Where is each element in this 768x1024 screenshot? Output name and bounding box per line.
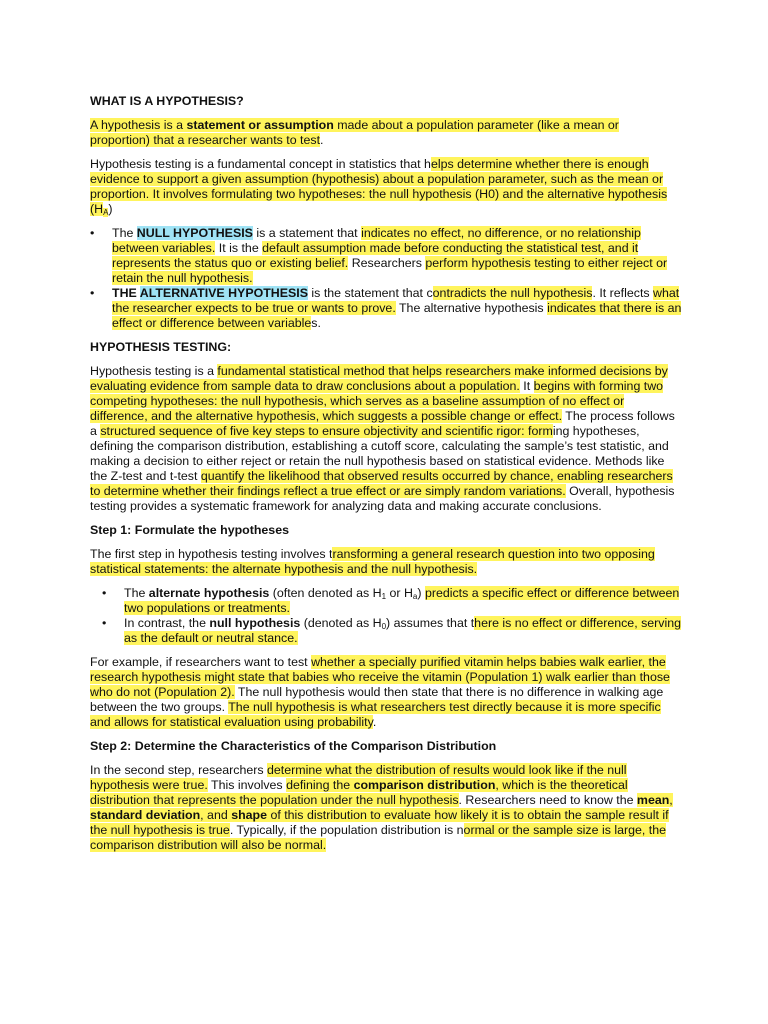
text-run: or H <box>386 586 413 600</box>
blue-highlighted-term: ALTERNATIVE HYPOTHESIS <box>139 286 308 300</box>
list-item-text <box>112 286 681 330</box>
list-item-null-hypothesis <box>90 226 682 286</box>
text-run: . Typically, if the population distribution is n <box>229 823 464 837</box>
bullet-icon: • <box>90 226 95 240</box>
highlighted-text: here is no effect or difference, serving as the default or neutral stance. <box>124 616 682 645</box>
paragraph-definition <box>90 118 682 148</box>
highlighted-text: , which is the theoretical distribution that represents the population under the null hypothesis <box>90 778 628 807</box>
highlighted-text: ormal or the sample size is large, the comparison distribution will also be normal. <box>90 823 667 852</box>
highlighted-text: predicts a specific effect or difference between two populations or treatments. <box>124 586 680 615</box>
paragraph-testing-overview <box>90 364 682 514</box>
highlighted-text: defining the <box>286 778 354 792</box>
highlighted-text: default assumption made before conducting the statistical test, and it represents the status quo or existing belief. <box>112 241 639 270</box>
hypothesis-types-list <box>90 226 682 331</box>
highlighted-text: ransforming a general research question into two opposing statistical statements: the alternate hypothesis and the null hypothesis. <box>90 547 655 576</box>
text-run: is a statement that <box>252 226 362 240</box>
subscript: a <box>412 592 418 601</box>
highlighted-text: of this distribution to evaluate how likely it is to obtain the sample result if the null hypothesis is true <box>90 808 669 837</box>
bold-text: THE <box>112 286 140 300</box>
text-run: (often denoted as H <box>269 586 382 600</box>
highlighted-bold-text: statement or assumption <box>186 118 334 132</box>
bold-text: alternate hypothesis <box>148 586 270 600</box>
highlighted-text: fundamental statistical method that helps researchers make informed decisions by evaluating evidence from sample data to draw conclusions about a population. <box>90 364 668 393</box>
highlighted-text: begins with forming two competing hypotheses: the null hypothesis, which serves as a baseline assumption of no effect or difference, and the alternative hypothesis, which suggests a possible change or effect. <box>90 379 664 423</box>
text-run: ) <box>108 202 113 216</box>
highlighted-text: indicates that there is an effect or difference between variable <box>112 301 682 330</box>
list-item-text <box>124 616 681 645</box>
heading-step-2: Step 2: Determine the Characteristics of the Comparison Distribution <box>90 739 497 753</box>
text-run: ) assumes that t <box>386 616 475 630</box>
text-run: It <box>519 379 534 393</box>
text-run: . It reflects <box>592 286 654 300</box>
text-run: . <box>372 715 377 729</box>
highlighted-text: perform hypothesis testing to either reject or retain the null hypothesis. <box>112 256 668 285</box>
blue-highlighted-term: NULL HYPOTHESIS <box>136 226 253 240</box>
text-run: The <box>124 586 149 600</box>
highlighted-text: quantify the likelihood that observed results occurred by chance, enabling researchers to determine whether their findings reflect a true effect or are simply random variations. <box>90 469 673 498</box>
heading-hypothesis-testing: HYPOTHESIS TESTING: <box>90 340 232 354</box>
text-run: Hypothesis testing is a <box>90 364 218 378</box>
bullet-icon: • <box>102 616 107 630</box>
highlighted-text: , and <box>200 808 232 822</box>
highlighted-bold-text: comparison distribution <box>353 778 496 792</box>
bullet-icon: • <box>102 586 107 600</box>
text-run: The null hypothesis would then state that there is no difference in walking age between the two groups. <box>90 685 664 714</box>
text-run: . <box>320 133 324 147</box>
text-run: ing hypotheses, defining the comparison distribution, establishing a cutoff score, calculating the sample’s test statistic, and making a decision to either reject or retain the null hypothesis based on statistical evidence. Methods like the Z-test and t-test <box>90 424 669 483</box>
text-run: The process follows a <box>90 409 675 438</box>
highlighted-text: whether a specially purified vitamin helps babies walk earlier, the research hypothesis might state that babies who receive the vitamin (Population 1) walk earlier than those who do not (Population 2). <box>90 655 670 699</box>
highlighted-text: The null hypothesis is what researchers test directly because it is more specific and allows for statistical evaluation using probability <box>90 700 661 729</box>
text-run: The <box>112 226 137 240</box>
heading-step-1: Step 1: Formulate the hypotheses <box>90 523 289 537</box>
text-run: For example, if researchers want to test <box>90 655 312 669</box>
list-item-text <box>112 226 667 285</box>
highlighted-text: indicates no effect, no difference, or no relationship between variables. <box>112 226 641 255</box>
list-item-null-hypothesis-contrast <box>90 616 682 646</box>
step-1-list <box>90 586 682 646</box>
text-run: (denoted as H <box>300 616 382 630</box>
highlighted-text: ontradicts the null hypothesis <box>432 286 593 300</box>
paragraph-step-1-intro <box>90 547 682 577</box>
bold-text: null hypothesis <box>209 616 301 630</box>
text-run: In the second step, researchers <box>90 763 268 777</box>
text-run: This involves <box>207 778 287 792</box>
highlighted-text: determine what the distribution of results would look like if the null hypothesis were true. <box>90 763 627 792</box>
highlighted-text: made about a population parameter (like a mean or proportion) that a researcher wants to test <box>90 118 619 147</box>
highlighted-subscript: A <box>103 208 109 217</box>
text-run: Hypothesis testing is a fundamental concept in statistics that h <box>90 157 431 171</box>
highlighted-text: , <box>669 793 673 807</box>
highlighted-bold-text: mean <box>636 793 670 807</box>
highlighted-text: elps determine whether there is enough evidence to support a given assumption (hypothesis) about a population parameter, such as the mean or proportion. It involves formulating two hypotheses: the null hypothesis (H0) and the alternative hypothesis (H <box>90 157 668 216</box>
subscript: 0 <box>381 622 387 631</box>
text-run: Researchers <box>348 256 426 270</box>
list-item-text <box>124 586 679 615</box>
subscript: 1 <box>381 592 387 601</box>
highlighted-bold-text: shape <box>231 808 267 822</box>
highlighted-bold-text: standard deviation <box>90 808 201 822</box>
highlighted-text: what the researcher expects to be true or wants to prove. <box>112 286 680 315</box>
list-item-alternate-hypothesis <box>90 586 682 616</box>
list-item-alternative-hypothesis <box>90 286 682 331</box>
text-run: is the statement that c <box>307 286 433 300</box>
text-run: ) <box>417 586 425 600</box>
text-run: The first step in hypothesis testing involves t <box>90 547 333 561</box>
text-run: In contrast, the <box>124 616 210 630</box>
text-run: Overall, hypothesis testing provides a systematic framework for analyzing data and making accurate conclusions. <box>90 484 675 513</box>
text-run: . Researchers need to know the <box>458 793 637 807</box>
highlighted-text: structured sequence of five key steps to ensure objectivity and scientific rigor: form <box>100 424 553 438</box>
text-run: The alternative hypothesis <box>395 301 548 315</box>
bullet-icon: • <box>90 286 95 300</box>
highlighted-text: A hypothesis is a <box>90 118 187 132</box>
paragraph-intro <box>90 157 682 217</box>
text-run: s. <box>311 316 321 330</box>
paragraph-step-2 <box>90 763 682 853</box>
heading-what-is-hypothesis: WHAT IS A HYPOTHESIS? <box>90 94 244 108</box>
paragraph-example <box>90 655 682 730</box>
text-run: It is the <box>215 241 263 255</box>
